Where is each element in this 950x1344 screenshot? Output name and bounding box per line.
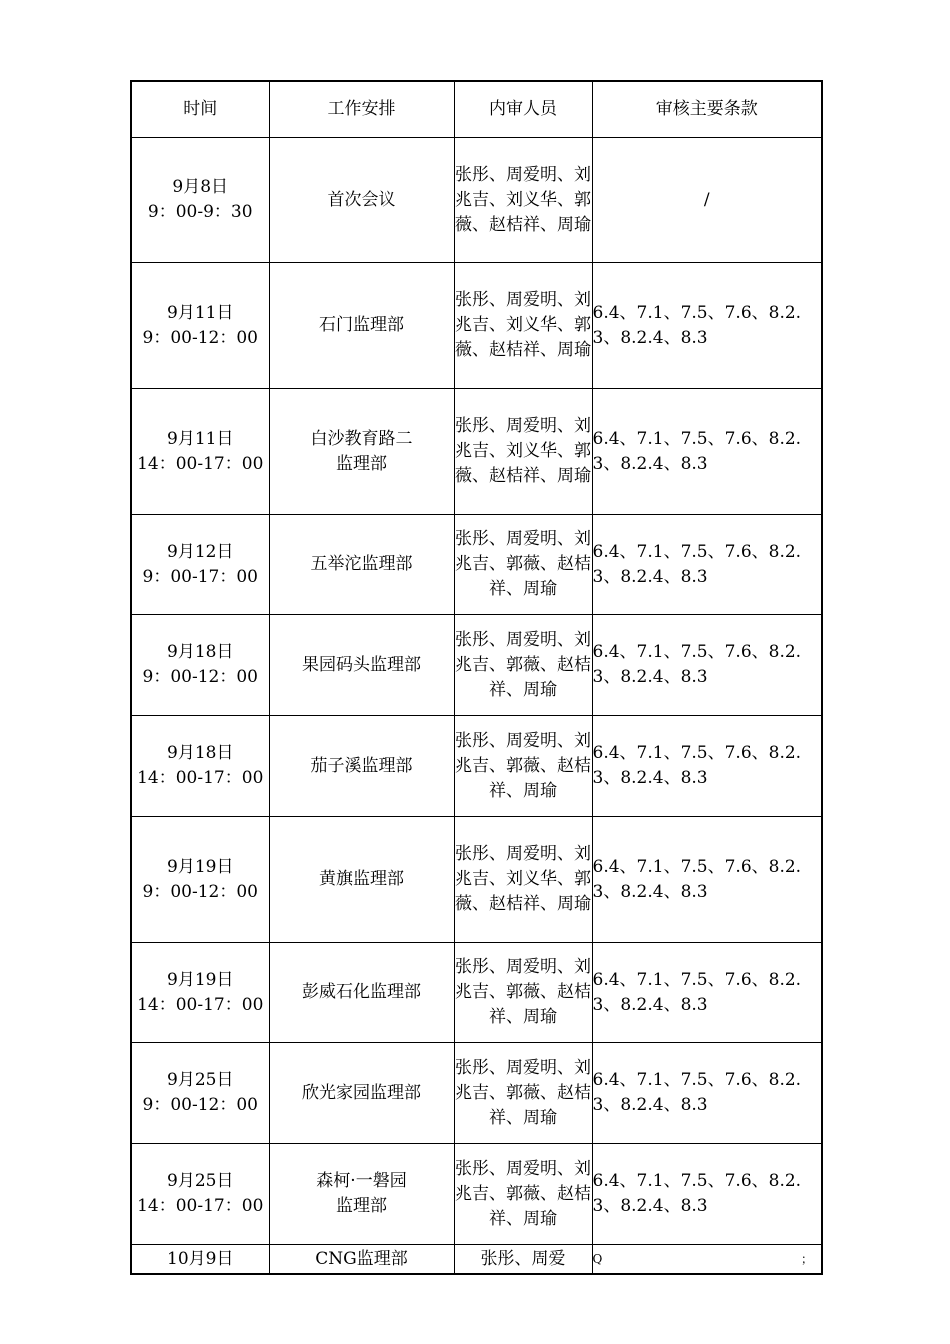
task-cell: 欣光家园监理部 — [269, 1043, 454, 1144]
date-text: 9月8日 — [172, 177, 229, 197]
auditors-cell: 张彤、周爱明、刘兆吉、刘义华、郭薇、赵桔祥、周瑜 — [454, 389, 592, 515]
header-time: 时间 — [131, 81, 269, 138]
clauses-cell — [592, 1245, 822, 1275]
task-cell: 石门监理部 — [269, 263, 454, 389]
time-range-text: 9：00-9：30 — [147, 202, 253, 222]
date-text: 9月19日 — [167, 856, 234, 877]
auditors-cell: 张彤、周爱明、刘兆吉、郭薇、赵桔祥、周瑜 — [454, 1043, 592, 1144]
task-cell: 五举沱监理部 — [269, 515, 454, 615]
table-row — [131, 515, 822, 615]
date-text: 9月18日 — [167, 743, 234, 763]
header-auditors: 内审人员 — [454, 81, 592, 138]
time-range-text: 14：00-17：00 — [137, 768, 264, 788]
time-range-text: 9：00-12：00 — [142, 327, 258, 348]
date-time-cell — [131, 263, 269, 389]
date-text: 9月25日 — [167, 1171, 234, 1191]
date-time-cell — [131, 716, 269, 817]
time-range-text: 14：00-17：00 — [137, 453, 264, 474]
table-row — [131, 389, 822, 515]
clauses-cell: 6.4、7.1、7.5、7.6、8.2.3、8.2.4、8.3 — [592, 389, 822, 515]
clause-fragment-left: Q — [592, 1251, 603, 1266]
date-time-cell — [131, 138, 269, 263]
auditors-cell: 张彤、周爱明、刘兆吉、郭薇、赵桔祥、周瑜 — [454, 716, 592, 817]
date-time-cell — [131, 1043, 269, 1144]
date-time-cell — [131, 615, 269, 716]
task-cell: 森柯·一磐园监理部 — [269, 1144, 454, 1245]
time-range-text: 9：00-12：00 — [142, 881, 258, 902]
date-time-cell — [131, 1144, 269, 1245]
auditors-cell: 张彤、周爱明、刘兆吉、郭薇、赵桔祥、周瑜 — [454, 515, 592, 615]
auditors-cell: 张彤、周爱 — [454, 1245, 592, 1275]
date-time-cell — [131, 515, 269, 615]
table-row — [131, 263, 822, 389]
clauses-cell: 6.4、7.1、7.5、7.6、8.2.3、8.2.4、8.3 — [592, 615, 822, 716]
auditors-cell: 张彤、周爱明、刘兆吉、刘义华、郭薇、赵桔祥、周瑜 — [454, 817, 592, 943]
clauses-cell: 6.4、7.1、7.5、7.6、8.2.3、8.2.4、8.3 — [592, 943, 822, 1043]
header-task: 工作安排 — [269, 81, 454, 138]
date-time-cell — [131, 943, 269, 1043]
date-text: 9月19日 — [167, 969, 234, 990]
auditors-cell: 张彤、周爱明、刘兆吉、刘义华、郭薇、赵桔祥、周瑜 — [454, 263, 592, 389]
date-text: 9月12日 — [167, 541, 234, 562]
date-cell: 10月9日 — [131, 1245, 269, 1275]
table-row — [131, 138, 822, 263]
task-cell: 果园码头监理部 — [269, 615, 454, 716]
table-row — [131, 1043, 822, 1144]
clauses-cell: 6.4、7.1、7.5、7.6、8.2.3、8.2.4、8.3 — [592, 716, 822, 817]
date-text: 9月18日 — [167, 642, 234, 662]
clause-fragment-right: ； — [800, 1251, 813, 1266]
time-range-text: 14：00-17：00 — [137, 994, 264, 1015]
auditors-cell: 张彤、周爱明、刘兆吉、郭薇、赵桔祥、周瑜 — [454, 615, 592, 716]
clauses-cell: 6.4、7.1、7.5、7.6、8.2.3、8.2.4、8.3 — [592, 515, 822, 615]
table-body — [131, 138, 822, 1245]
table-row — [131, 1245, 822, 1275]
date-text: 9月11日 — [167, 302, 234, 323]
table-row — [131, 1144, 822, 1245]
clauses-cell: / — [592, 138, 822, 263]
table-row — [131, 943, 822, 1043]
header-row — [131, 81, 822, 138]
audit-schedule-table — [130, 80, 823, 1275]
task-cell: CNG监理部 — [269, 1245, 454, 1275]
table-row — [131, 817, 822, 943]
task-cell: 黄旗监理部 — [269, 817, 454, 943]
date-time-cell — [131, 389, 269, 515]
task-cell: 茄子溪监理部 — [269, 716, 454, 817]
time-range-text: 14：00-17：00 — [137, 1196, 264, 1216]
task-cell: 彭威石化监理部 — [269, 943, 454, 1043]
clauses-cell: 6.4、7.1、7.5、7.6、8.2.3、8.2.4、8.3 — [592, 817, 822, 943]
date-text: 9月11日 — [167, 428, 234, 449]
clauses-cell: 6.4、7.1、7.5、7.6、8.2.3、8.2.4、8.3 — [592, 1144, 822, 1245]
auditors-cell: 张彤、周爱明、刘兆吉、刘义华、郭薇、赵桔祥、周瑜 — [454, 138, 592, 263]
clauses-cell: 6.4、7.1、7.5、7.6、8.2.3、8.2.4、8.3 — [592, 1043, 822, 1144]
table-row — [131, 615, 822, 716]
auditors-cell: 张彤、周爱明、刘兆吉、郭薇、赵桔祥、周瑜 — [454, 1144, 592, 1245]
time-range-text: 9：00-12：00 — [142, 667, 258, 687]
task-cell: 白沙教育路二监理部 — [269, 389, 454, 515]
table-row — [131, 716, 822, 817]
clauses-cell: 6.4、7.1、7.5、7.6、8.2.3、8.2.4、8.3 — [592, 263, 822, 389]
task-cell: 首次会议 — [269, 138, 454, 263]
time-range-text: 9：00-12：00 — [142, 1095, 258, 1115]
time-range-text: 9：00-17：00 — [142, 566, 258, 587]
date-time-cell — [131, 817, 269, 943]
header-clauses: 审核主要条款 — [592, 81, 822, 138]
auditors-cell: 张彤、周爱明、刘兆吉、郭薇、赵桔祥、周瑜 — [454, 943, 592, 1043]
date-text: 9月25日 — [167, 1070, 234, 1090]
